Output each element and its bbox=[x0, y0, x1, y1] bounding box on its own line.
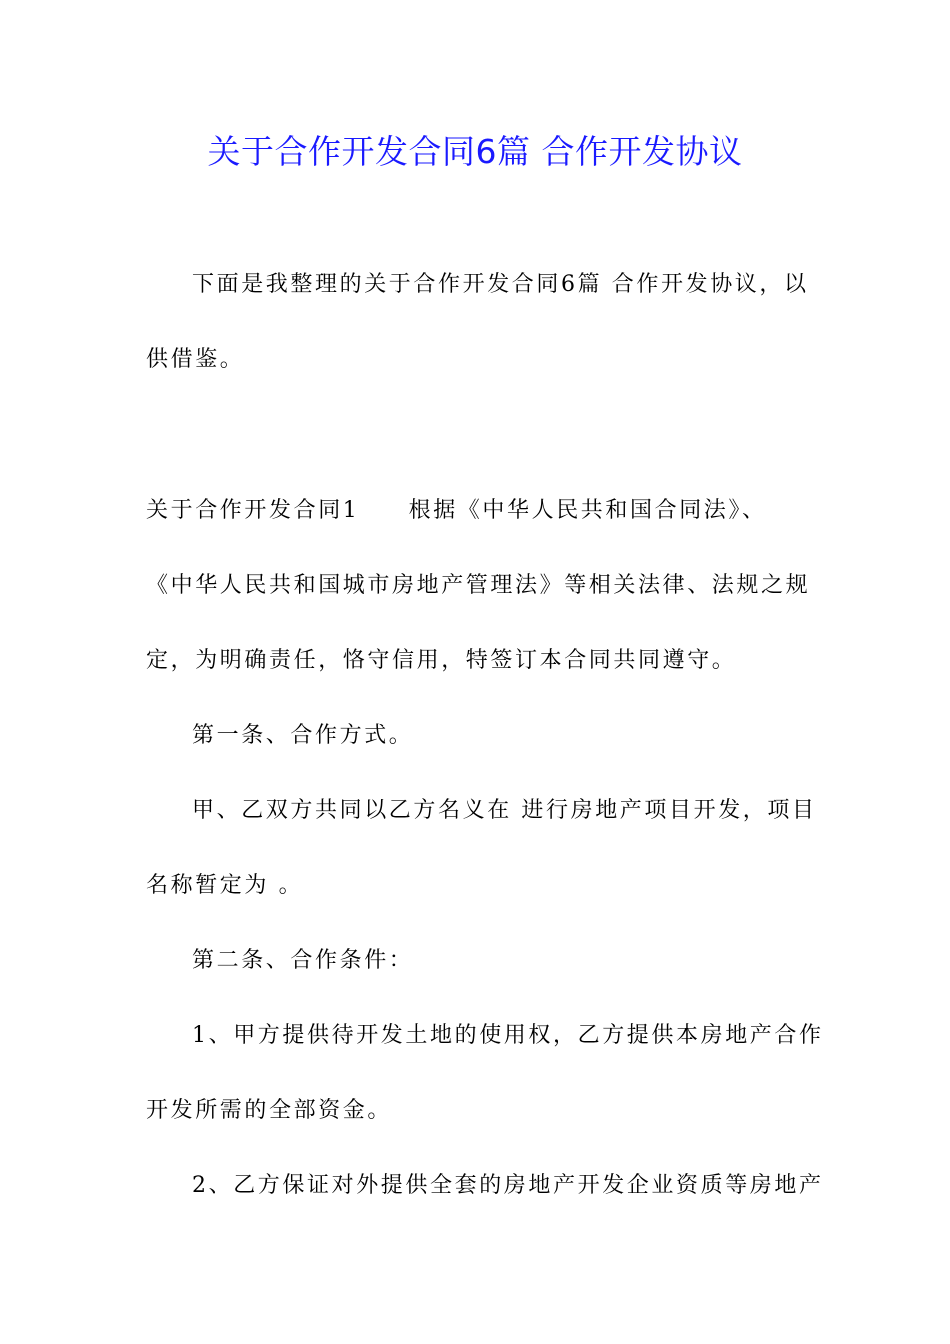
article-1-line-1: 甲、乙双方共同以乙方名义在 进行房地产项目开发，项目 bbox=[192, 798, 817, 823]
item-2-line-1: 2、乙方保证对外提供全套的房地产开发企业资质等房地产 bbox=[192, 1173, 824, 1198]
contract-1-line-2: 《中华人民共和国城市房地产管理法》等相关法律、法规之规 bbox=[146, 573, 811, 598]
article-2-heading: 第二条、合作条件： bbox=[192, 948, 414, 973]
item-1-line-1: 1、甲方提供待开发土地的使用权，乙方提供本房地产合作 bbox=[192, 1023, 824, 1048]
article-1-heading: 第一条、合作方式。 bbox=[192, 723, 414, 748]
intro-paragraph bbox=[146, 247, 809, 397]
contract-1-line-1: 关于合作开发合同1 根据《中华人民共和国合同法》、 bbox=[146, 498, 767, 523]
document-title: 关于合作开发合同6篇 合作开发协议 bbox=[207, 132, 743, 171]
article-1-line-2: 名称暂定为 。 bbox=[146, 873, 304, 898]
intro-line-1: 下面是我整理的关于合作开发合同6篇 合作开发协议，以 bbox=[192, 272, 809, 297]
contract-1-line-3: 定，为明确责任，恪守信用，特签订本合同共同遵守。 bbox=[146, 648, 737, 673]
intro-line-2: 供借鉴。 bbox=[146, 347, 245, 372]
contract-1-section bbox=[146, 473, 824, 1223]
item-1-line-2: 开发所需的全部资金。 bbox=[146, 1098, 393, 1123]
